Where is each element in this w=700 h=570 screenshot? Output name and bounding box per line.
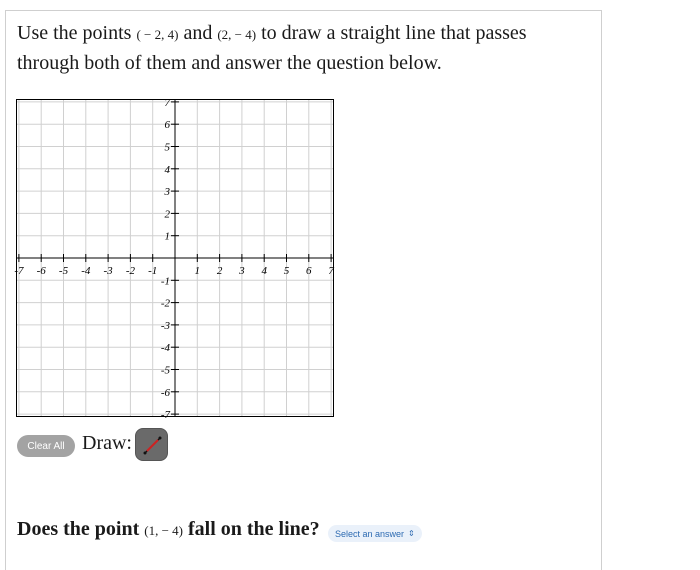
point-b: (2, − 4) [217,27,257,42]
clear-all-button[interactable]: Clear All [17,435,75,457]
x-tick-label: 5 [283,265,290,277]
x-tick-label: -5 [58,265,69,277]
answer-select-label: Select an answer [335,528,405,539]
x-tick-label: -2 [125,265,135,277]
x-tick-label: 4 [261,265,267,277]
y-tick-label: 5 [164,141,170,154]
answer-select[interactable] [328,525,422,542]
y-tick-label: -4 [160,342,170,355]
x-tick-label: -4 [81,265,91,277]
question-part2: and [183,22,213,44]
y-tick-label: 4 [164,163,170,176]
updown-chevron-icon: ⇕ [408,529,415,538]
y-tick-label: 1 [164,230,170,243]
question-part3: to draw a straight line that passes through both of them and answer the question below. [17,22,527,74]
x-tick-label: 6 [306,265,312,277]
y-tick-label: -3 [160,319,170,332]
y-tick-label: 6 [164,119,170,132]
y-tick-label: -1 [160,275,170,288]
x-tick-label: 1 [194,265,201,277]
x-tick-label: 7 [328,265,334,277]
y-tick-label: -6 [160,386,170,399]
x-tick-label: -3 [103,265,113,277]
y-tick-label: 2 [164,208,170,221]
bottom-question-part2: fall on the line? [187,518,320,540]
point-a: ( − 2, 4) [136,27,179,42]
bottom-question-part1: Does the point [17,518,140,540]
line-segment-icon [136,429,169,462]
draw-label: Draw: [82,432,132,454]
bottom-question-point: (1, − 4) [144,523,183,538]
x-tick-label: -1 [148,265,158,277]
y-tick-label: 3 [164,186,170,199]
coordinate-graph[interactable] [14,96,334,422]
x-tick-label: 3 [239,265,245,277]
question-part1: Use the points [17,22,132,44]
x-tick-label: -7 [14,265,24,277]
question-text [17,19,587,77]
x-tick-label: 2 [216,265,223,277]
y-tick-label: -7 [160,409,170,422]
line-tool-button[interactable] [135,428,168,461]
x-tick-label: -6 [36,265,46,277]
y-tick-label: 7 [164,96,170,109]
y-tick-label: -2 [160,297,170,310]
bottom-question [17,518,320,541]
y-tick-label: -5 [160,364,170,377]
